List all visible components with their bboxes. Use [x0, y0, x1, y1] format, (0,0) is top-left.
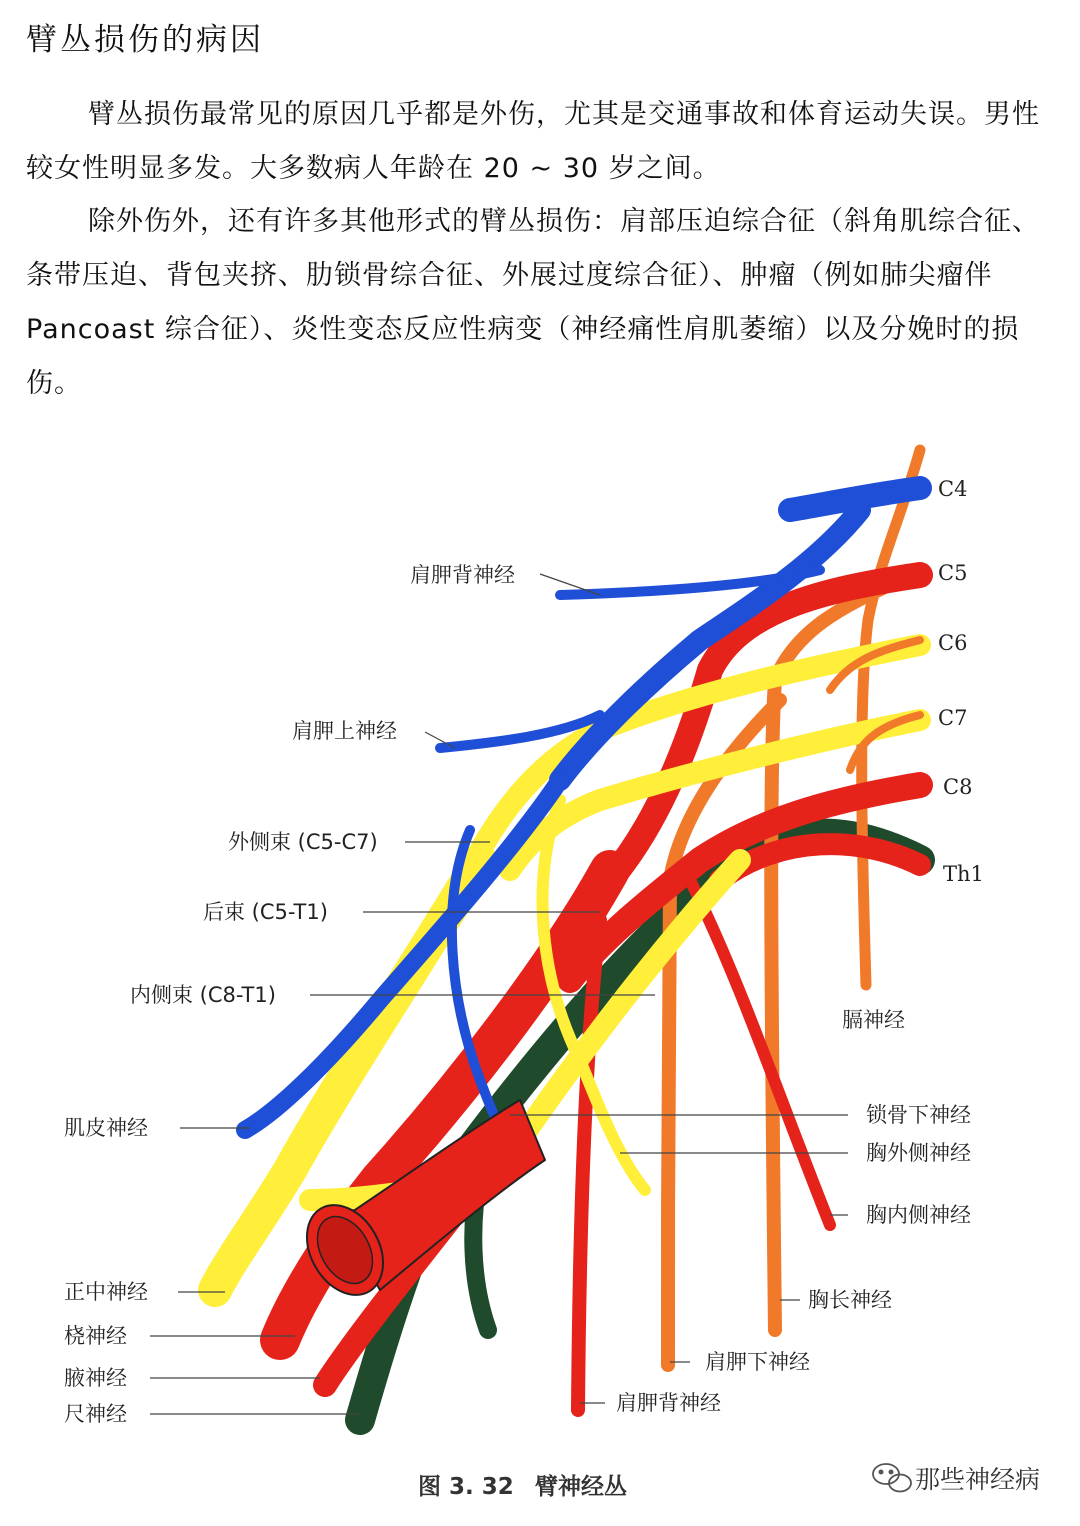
- label-musculocutaneous: 肌皮神经: [64, 1116, 148, 1140]
- label-phrenic: 膈神经: [842, 1008, 905, 1032]
- figure-caption-title: 臂神经丛: [535, 1474, 627, 1500]
- label-dorsal-scapular-bottom: 肩胛背神经: [616, 1391, 721, 1415]
- label-medial-pectoral: 胸内侧神经: [866, 1203, 971, 1227]
- label-lateral-pectoral: 胸外侧神经: [866, 1141, 971, 1165]
- label-lateral-cord: 外侧束 (C5-C7): [228, 830, 378, 854]
- label-dorsal-scapular-top: 肩胛背神经: [410, 563, 515, 587]
- label-median: 正中神经: [64, 1280, 148, 1304]
- root-label-c7: C7: [938, 706, 968, 730]
- root-label-c5: C5: [938, 561, 968, 585]
- section-heading: 臂丛损伤的病因: [26, 22, 264, 58]
- root-label-c8: C8: [943, 775, 973, 799]
- figure-caption-number: 图 3. 32: [418, 1474, 514, 1500]
- label-subclavian: 锁骨下神经: [866, 1103, 971, 1127]
- label-posterior-cord: 后束 (C5-T1): [203, 900, 328, 924]
- wechat-icon: [873, 1464, 911, 1492]
- root-label-c6: C6: [938, 631, 968, 655]
- medial-pectoral-nerve: [690, 880, 830, 1225]
- root-labels: [938, 477, 984, 886]
- label-ulnar: 尺神经: [64, 1402, 127, 1426]
- root-label-c4: C4: [938, 477, 968, 501]
- subscapular-nerve: [668, 700, 780, 1365]
- label-axillary: 腋神经: [64, 1366, 127, 1390]
- root-label-th1: Th1: [943, 862, 984, 886]
- label-suprascapular: 肩胛上神经: [292, 719, 397, 743]
- paragraph-1-text: 臂丛损伤最常见的原因几乎都是外伤，尤其是交通事故和体育运动失误。男性较女性明显多发。大多数病人年龄在 20 ~ 30 岁之间。: [26, 99, 1040, 184]
- watermark-text: 那些神经病: [915, 1465, 1041, 1494]
- label-subscapular: 肩胛下神经: [705, 1350, 810, 1374]
- label-medial-cord: 内侧束 (C8-T1): [130, 983, 276, 1007]
- paragraph-2-text: 除外伤外，还有许多其他形式的臂丛损伤：肩部压迫综合征（斜角肌综合征、条带压迫、背包夹挤、肋锁骨综合征、外展过度综合征）、肿瘤（例如肺尖瘤伴 Pancoast 综合征）、炎性变态反应性病变（神经痛性肩肌萎缩）以及分娩时的损伤。: [26, 206, 1040, 399]
- watermark: [873, 1464, 1040, 1494]
- plexus-drawing: [215, 450, 920, 1420]
- label-long-thoracic: 胸长神经: [808, 1288, 892, 1312]
- label-radial: 桡神经: [64, 1324, 127, 1348]
